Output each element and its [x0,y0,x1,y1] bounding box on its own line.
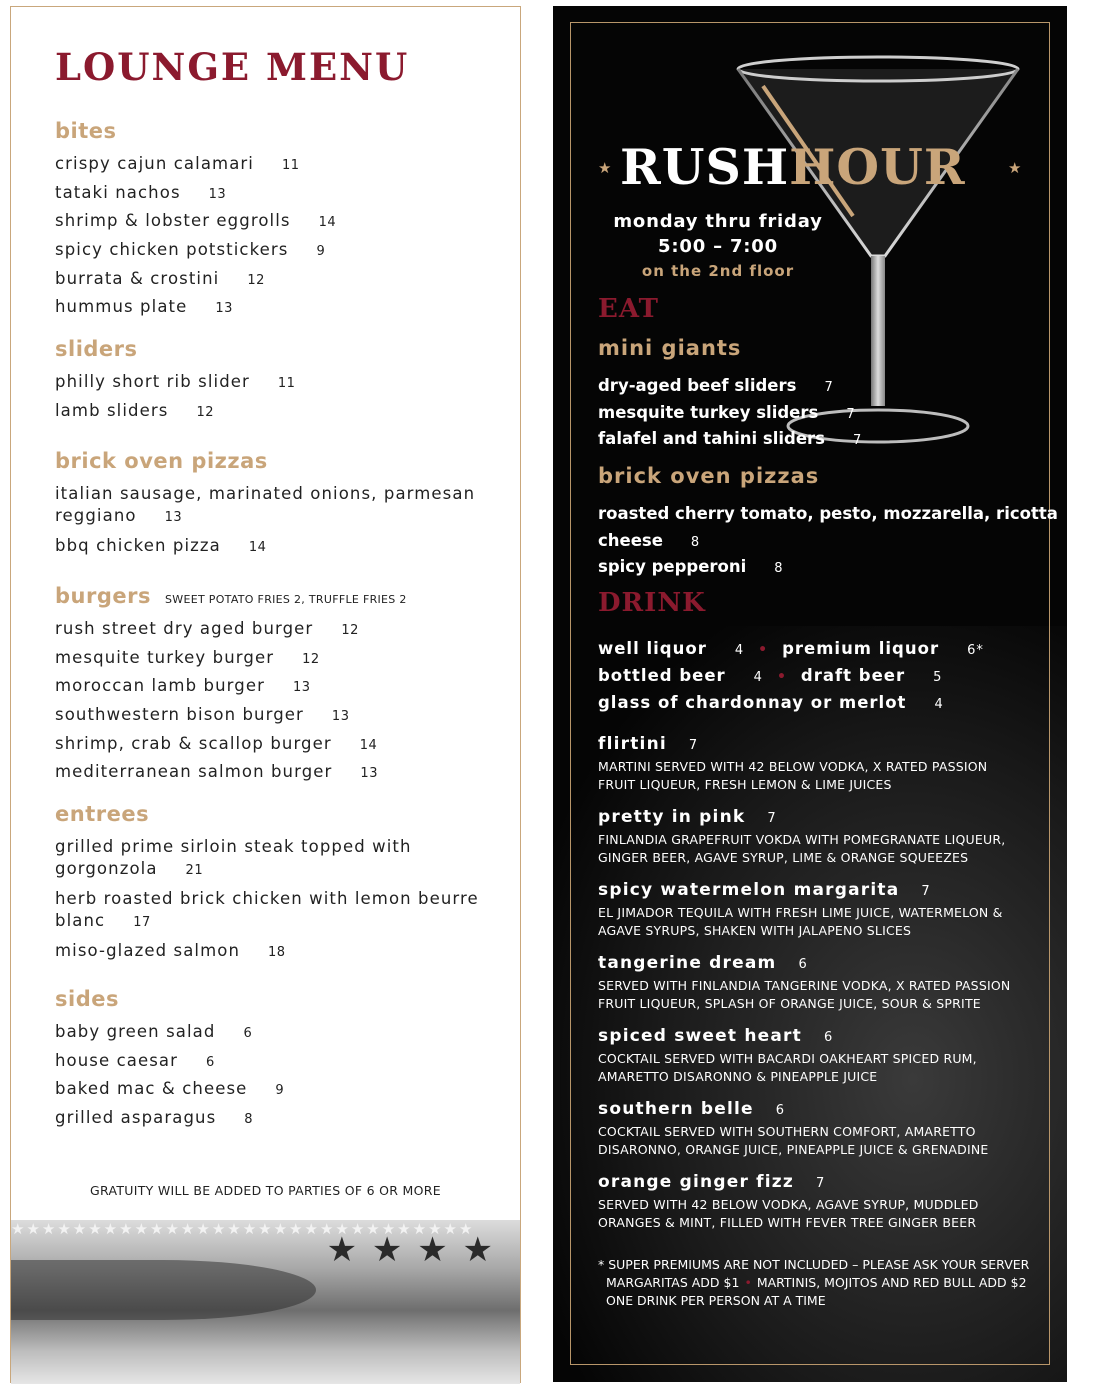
section-heading: mini giants [598,336,742,360]
schedule-days: monday thru friday [613,211,823,232]
menu-item: mesquite turkey burger 12 [55,647,320,667]
menu-item: falafel and tahini sliders 7 [598,429,862,448]
section-heading: bites [55,119,117,143]
cocktail-item: pretty in pink 7 FINLANDIA GRAPEFRUIT VOKDA WITH POMEGRANATE LIQUEUR, GINGER BEER, AGAVE SYRUP, LIME & ORANGE SQUEEZES [598,807,1006,865]
menu-item: shrimp & lobster eggrolls 14 [55,211,337,231]
section-heading: brick oven pizzas [598,464,820,488]
star-cluster-icon: ★ ★ ★ ★ [326,1230,495,1270]
menu-item: philly short rib slider 11 [55,372,296,391]
section-entrees [55,802,495,969]
menu-item: house caesar 6 [55,1050,215,1070]
section-heading: brick oven pizzas [55,449,268,473]
menu-item: herb roasted brick chicken with lemon beurre blanc 17 [55,889,479,930]
menu-item: mediterranean salmon burger 13 [55,762,378,782]
menu-item: italian sausage, marinated onions, parmesan reggiano 13 [55,484,476,525]
section-brick-oven-pizzas [55,449,495,564]
photo-shadow [11,1260,316,1320]
rush-hour-schedule [598,209,838,283]
gratuity-note: GRATUITY WILL BE ADDED TO PARTIES OF 6 OR MORE [90,1183,441,1198]
section-heading: burgers SWEET POTATO FRIES 2, TRUFFLE FRIES 2 [55,584,407,608]
menu-item: spicy pepperoni 8 [598,557,783,576]
menu-item: crispy cajun calamari 11 [55,154,300,173]
section-heading: entrees [55,802,150,826]
menu-item: hummus plate 13 [55,297,233,317]
menu-item: tataki nachos 13 [55,182,227,202]
star-icon: ★ [1008,159,1022,177]
star-icon: ★ [598,159,612,177]
menu-item: moroccan lamb burger 13 [55,676,311,696]
drink-row: well liquor 4 • premium liquor 6* [598,639,984,658]
cocktail-item: flirtini 7 MARTINI SERVED WITH 42 BELOW VODKA, X RATED PASSION FRUIT LIQUEUR, FRESH LEMON & LIME JUICES [598,734,988,792]
section-heading: sides [55,987,119,1011]
menu-item: dry-aged beef sliders 7 [598,376,833,395]
cocktail-item: tangerine dream 6 SERVED WITH FINLANDIA TANGERINE VODKA, X RATED PASSION FRUIT LIQUEUR, SPLASH OF ORANGE JUICE, SOUR & SPRITE [598,953,1011,1011]
drink-heading: DRINK [598,588,706,618]
lounge-menu-panel [10,6,521,1383]
menu-item: baked mac & cheese 9 [55,1079,285,1099]
section-burgers [55,584,407,790]
cocktail-item: spicy watermelon margarita 7 EL JIMADOR TEQUILA WITH FRESH LIME JUICE, WATERMELON & AGAVE SYRUPS, SHAKEN WITH JALAPENO SLICES [598,880,1003,938]
menu-item: roasted cherry tomato, pesto, mozzarella, ricotta 8 [598,504,1094,523]
section-sliders [55,337,295,428]
menu-item: miso-glazed salmon 18 [55,941,286,960]
section-bites [55,119,336,325]
menu-item: rush street dry aged burger 12 [55,619,359,638]
menu-item: southwestern bison burger 13 [55,705,350,725]
eat-heading: EAT [598,294,659,324]
menu-item: grilled prime sirloin steak topped with gorgonzola 21 [55,837,412,878]
menu-item: burrata & crostini 12 [55,268,265,288]
cocktail-item: southern belle 6 COCKTAIL SERVED WITH SOUTHERN COMFORT, AMARETTO DISARONNO, ORANGE JUICE, PINEAPPLE JUICE & GRENADINE [598,1099,989,1157]
section-heading: sliders [55,337,138,361]
section-brick-oven-pizzas [598,464,1094,582]
bullet-icon: • [758,642,769,658]
menu-item: cheese 8 [598,530,700,550]
menu-item: grilled asparagus 8 [55,1108,254,1128]
schedule-time: 5:00 – 7:00 [658,236,778,257]
menu-item: mesquite turkey sliders 7 [598,402,855,422]
flag-photo [11,1220,520,1384]
drink-row: glass of chardonnay or merlot 4 [598,693,944,712]
bullet-icon: • [776,669,787,685]
fries-note: SWEET POTATO FRIES 2, TRUFFLE FRIES 2 [164,593,407,606]
menu-item: baby green salad 6 [55,1022,253,1041]
drink-footnote: * SUPER PREMIUMS ARE NOT INCLUDED – PLEASE ASK YOUR SERVER MARGARITAS ADD $1 • MARTINIS, MOJITOS AND RED BULL ADD $2 ONE DRINK PER PERSON AT A TIME [598,1257,1030,1308]
lounge-menu-title: LOUNGE MENU [55,45,410,89]
star-border-icon: ★★★★★★★★★★★★★★★★★★★★★★★★★★★★★★ [11,1220,475,1238]
drink-row: bottled beer 4 • draft beer 5 [598,666,943,685]
menu-item: shrimp, crab & scallop burger 14 [55,733,378,753]
rush-hour-panel [553,6,1094,1382]
rush-hour-title: RUSHHOUR [620,138,966,196]
menu-item: bbq chicken pizza 14 [55,536,267,555]
section-drinks [598,636,984,717]
schedule-location: on the 2nd floor [641,262,795,280]
cocktail-item: spiced sweet heart 6 COCKTAIL SERVED WITH BACARDI OAKHEART SPICED RUM, AMARETTO DISARONNO & PINEAPPLE JUICE [598,1026,977,1084]
menu-item: spicy chicken potstickers 9 [55,240,326,260]
menu-item: lamb sliders 12 [55,400,215,420]
section-sides [55,987,284,1136]
cocktail-item: orange ginger fizz 7 SERVED WITH 42 BELOW VODKA, AGAVE SYRUP, MUDDLED ORANGES & MINT, FILLED WITH FEVER TREE GINGER BEER [598,1172,979,1230]
bullet-icon: • [744,1275,752,1290]
section-mini-giants [598,336,861,454]
